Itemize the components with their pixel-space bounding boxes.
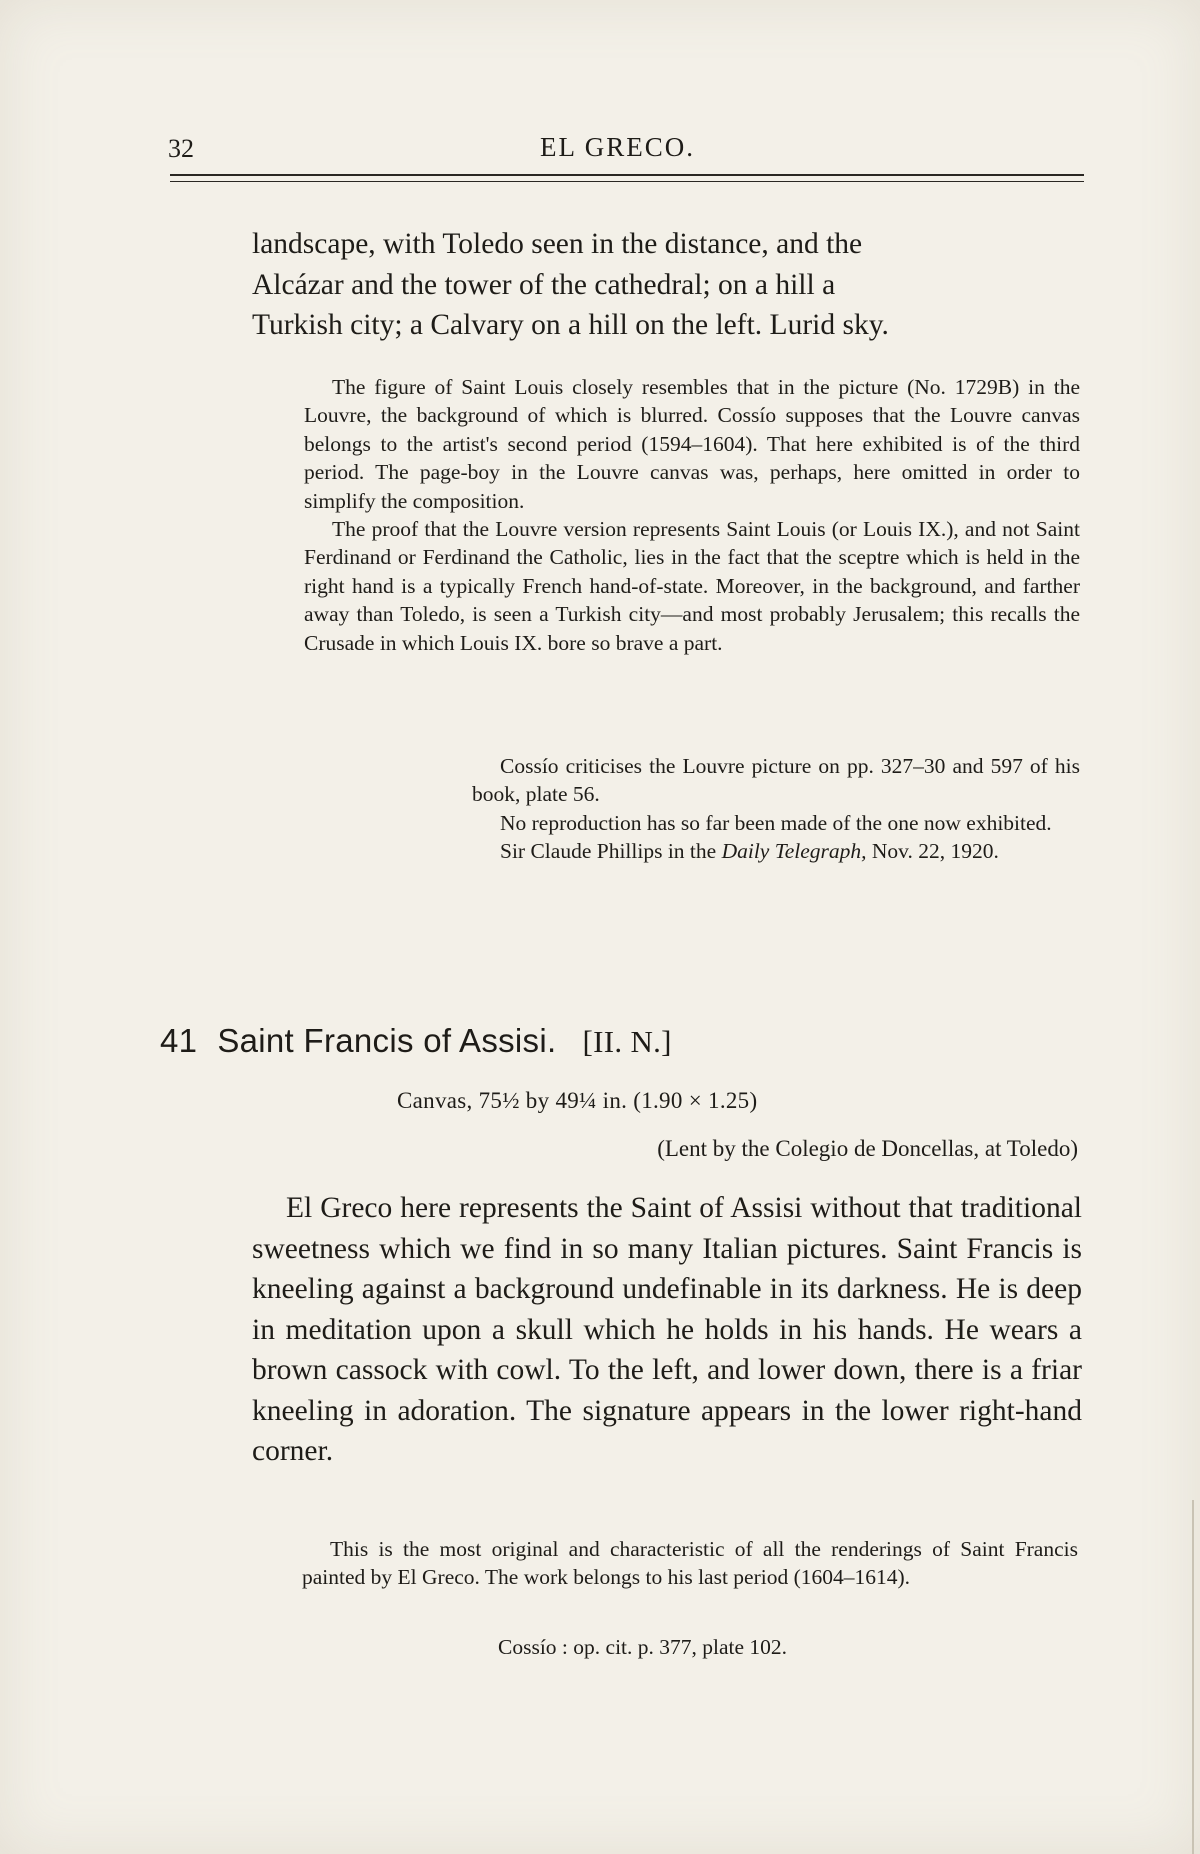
reference-date: Nov. 22, 1920. [866, 839, 999, 864]
lender-line: (Lent by the Colegio de Doncellas, at Toledo) [657, 1136, 1078, 1161]
reference-prefix: Sir Claude Phillips in the [500, 839, 722, 864]
note-paragraph: The figure of Saint Louis closely resembles that in the picture (No. 1729B) in the Louvre, the background of which is blurred. Cossío supposes that the Louvre canvas belongs to the artist's second period (1594–1604). That here exhibited is of the third period. The page-boy in the Louvre canvas was, perhaps, here omitted in order to simplify the composition. [304, 375, 1080, 513]
text-line: landscape, with Toledo seen in the distance, and the [252, 228, 863, 260]
entry-collection: [II. N.] [582, 1024, 672, 1059]
text-line: Alcázar and the tower of the cathedral; on a hill a [252, 268, 836, 301]
entry-note [302, 1535, 1078, 1592]
note-paragraph: This is the most original and characteristic of all the renderings of Saint Francis painted by El Greco. The work belongs to his last period (1604–1614). [302, 1537, 1078, 1590]
page-number: 32 [168, 134, 194, 163]
description-paragraph: El Greco here represents the Saint of Assisi without that traditional sweetness which we find in so many Italian pictures. Saint Francis is kneeling against a background undefinable in its darkness. He is deep in meditation upon a skull which he holds in his hands. He wears a brown cassock with cowl. To the left, and lower down, there is a friar kneeling in adoration. The signature appears in the lower right-hand corner. [252, 1192, 1082, 1467]
reference-line [472, 837, 1080, 865]
notes-block [304, 373, 1080, 657]
running-title: EL GRECO. [540, 132, 695, 162]
entry-number: 41 [160, 1022, 198, 1059]
reference-line: Cossío criticises the Louvre picture on pp. 327–30 and 597 of his book, plate 56. [472, 754, 1080, 807]
newspaper-title: Daily Telegraph, [721, 839, 867, 864]
entry-reference [498, 1633, 998, 1661]
reference-line: Cossío : op. cit. p. 377, plate 102. [498, 1635, 788, 1659]
canvas-dimensions: Canvas, 75½ by 49¼ in. (1.90 × 1.25) [397, 1088, 758, 1113]
text-line: Turkish city; a Calvary on a hill on the left. Lurid sky. [252, 309, 889, 341]
header-rule-thin [170, 181, 1084, 182]
continued-description [252, 224, 1082, 346]
note-paragraph: The proof that the Louvre version represents Saint Louis (or Louis IX.), and not Saint Ferdinand or Ferdinand the Catholic, lies in the fact that the sceptre which is held in the right hand is a typically French hand-of-state. Moreover, in the background, and farther away than Toledo, is seen a Turkish city—and most probably Jerusalem; this recalls the Crusade in which Louis IX. bore so brave a part. [304, 517, 1080, 655]
references-block [472, 752, 1080, 866]
header-rule-thick [170, 174, 1084, 176]
reference-line: No reproduction has so far been made of the one now exhibited. [500, 810, 1052, 835]
page-edge-line [1192, 1500, 1194, 1854]
entry-heading [160, 1022, 672, 1060]
entry-title: Saint Francis of Assisi. [217, 1022, 557, 1059]
entry-description [252, 1188, 1082, 1472]
